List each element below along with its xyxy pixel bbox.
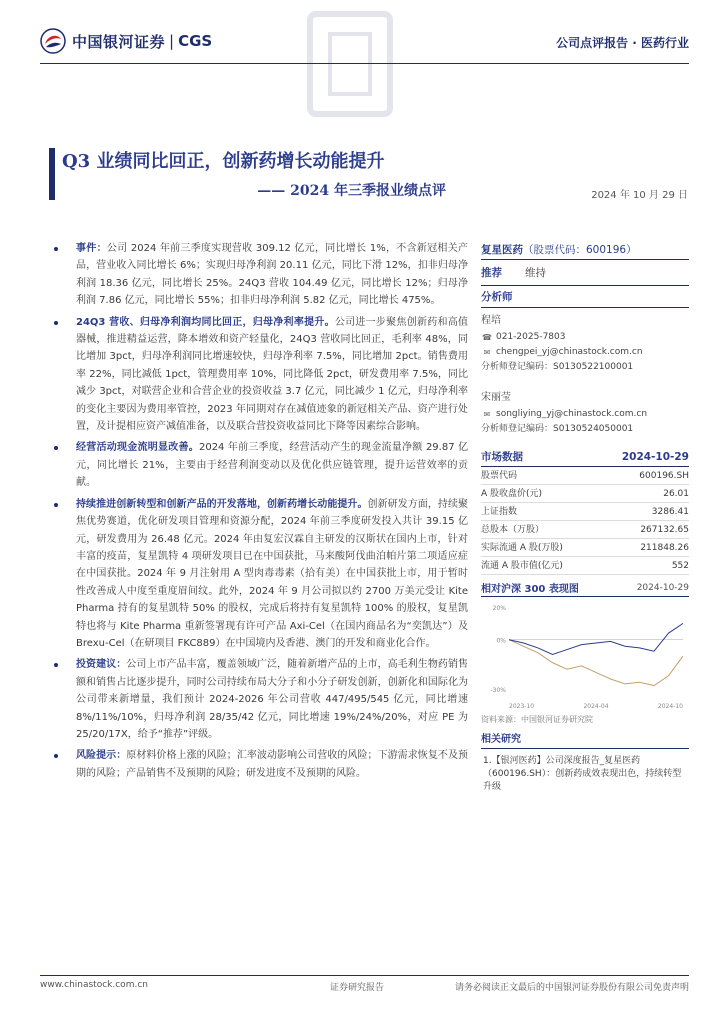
brand-name-cn: 中国银河证券: [72, 32, 166, 51]
analyst-email: songliying_yj@chinastock.com.cn: [496, 409, 648, 419]
paragraph-heading: 持续推进创新转型和创新产品的开发落地，创新药增长动能提升。: [76, 498, 368, 510]
bullet-icon: [54, 247, 58, 251]
market-data-key: 股票代码: [481, 471, 518, 481]
paragraph-heading: 24Q3 营收、归母净利润均同比回正，归母净利率提升。: [76, 316, 335, 328]
chart-title: 相对沪深 300 表现图: [481, 584, 579, 595]
market-data-key: 实际流通 A 股(万股): [481, 543, 563, 553]
chart-x-tick-label: 2024-04: [583, 703, 609, 710]
market-data-key: 流通 A 股市值(亿元): [481, 561, 563, 571]
analyst-email: chengpei_yj@chinastock.com.cn: [496, 347, 643, 357]
chart-y-tick-label: 0%: [496, 637, 506, 645]
analyst-2: [481, 385, 689, 437]
footer-disclaimer: 请务必阅读正文最后的中国银河证券股份有限公司免责声明: [454, 983, 689, 993]
chart-x-tick-label: 2023-10: [509, 703, 535, 710]
logo-icon: [40, 28, 66, 54]
report-type-label: 公司点评报告 · 医药行业: [556, 36, 689, 50]
brand-separator: |: [169, 32, 175, 50]
market-data-value: 600196.SH: [639, 471, 689, 481]
paragraph-q3-results: [50, 314, 468, 436]
market-data-table: [481, 467, 689, 575]
analyst-name: 程培: [481, 315, 501, 326]
market-data-row: [481, 503, 689, 521]
footer-divider: [40, 975, 689, 976]
phone-icon: ☎: [482, 333, 492, 342]
market-data-row: [481, 485, 689, 503]
header-divider: [40, 63, 689, 64]
watermark-graphic: [300, 4, 400, 124]
brand-name-en: CGS: [178, 32, 213, 50]
paragraph-body: 创新研发方面，持续聚焦优势赛道，优化研发项目管理和资源分配，2024 年前三季度研发投入共计 39.15 亿元，研发费用为 26.48 亿元。2024 年由复宏汉霖自主研发的汉斯状在国内上市，针对丰富的疫苗，复星凯特 4 项研发项目已在中国获批，马来酸阿伐曲泊帕片第二项适应症在中国获批。2024 年 9 月注射用 A 型肉毒毒素（拾有美）在中国获批上市，用于暂时性改善成人中度至重度眉间纹。此外，2024 年 9 月公司拟以约 2700 万美元受让 Kite Pharma 持有的复星凯特 50% 的股权，完成后将持有复星凯特 100% 的股权，复星凯特也将与 Kite Pharma 重新签署现有许可产品 Axi-Cel（在国内商品名为“奕凯达”）及 Brexu-Cel（在研项目 FKC889）在中国境内及香港、澳门的开发和商业化合作。: [76, 498, 469, 649]
bullet-icon: [54, 663, 58, 667]
market-data-row: [481, 467, 689, 485]
stock-code: （股票代码：600196）: [523, 244, 637, 256]
spacer: [481, 375, 689, 385]
paragraph-innovation: [50, 496, 468, 653]
analyst-phone-row: [481, 330, 689, 345]
footer-report-label: 证券研究报告: [330, 983, 385, 993]
bullet-icon: [54, 321, 58, 325]
analyst-1: [481, 308, 689, 375]
paragraph-body: 2024 年前三季度，经营活动产生的现金流量净额 29.87 亿元，同比增长 21%，主要由于经营利润变动以及优化供应链管理，提升运营效率的贡献。: [76, 442, 469, 489]
paragraph-investment-advice: [50, 656, 468, 743]
market-data-date: 2024-10-29: [621, 450, 689, 463]
paragraph-body: 公司上市产品丰富，覆盖领域广泛，随着新增产品的上市，高毛利生物药销售额和销售占比逐步提升，同时公司持续布局大分子和小分子研发创新，创新化和国际化为公司带来新增量，我们预计 2024-2026 年公司营收 447/495/545 亿元，同比增速 8%/11%/10%，归母净利润 28/35/42 亿元，同比增速 19%/24%/20%，对应 PE 为 25/20/17X，给予“推荐”评级。: [76, 659, 469, 740]
paragraph-body: 公司 2024 年前三季度实现营收 309.12 亿元，同比增长 1%，不含新冠相关产品，营业收入同比增长 6%；实现归母净利润 20.11 亿元，同比下滑 12%，扣非归母净利润 18.36 亿元，同比增长 25%。24Q3 营收 104.49 亿元，同比增长 12%；归母净利润 7.86 亿元，同比增长 55%；扣非归母净利润 5.82 亿元，同比增长 475%。: [76, 243, 469, 307]
stock-name: 复星医药: [481, 244, 523, 256]
rating-row: [481, 260, 689, 286]
market-data-value: 267132.65: [640, 525, 689, 535]
market-data-row: [481, 557, 689, 575]
analyst-name: 宋丽莹: [481, 392, 511, 403]
company-logo: [40, 28, 212, 54]
chart-y-tick-label: 20%: [492, 605, 506, 612]
bullet-icon: [54, 754, 58, 758]
paragraph-risk: [50, 747, 468, 782]
paragraph-heading: 风险提示：: [76, 750, 127, 762]
stock-header: [481, 240, 689, 260]
footer-website[interactable]: www.chinastock.com.cn: [40, 980, 148, 990]
analyst-phone: 021-2025-7803: [496, 332, 566, 342]
paragraph-cashflow: [50, 439, 468, 491]
paragraph-event: [50, 240, 468, 310]
email-icon: ✉: [483, 410, 491, 419]
market-data-value: 3286.41: [651, 507, 689, 517]
report-date: 2024 年 10 月 29 日: [591, 190, 688, 201]
chart-date: 2024-10-29: [636, 582, 689, 593]
main-text-column: [50, 240, 468, 786]
chart-y-tick-label: -30%: [490, 686, 506, 694]
market-data-value: 552: [671, 561, 689, 571]
market-data-key: 总股本（万股）: [481, 525, 545, 535]
related-research-item[interactable]: 1.【银河医药】公司深度报告_复星医药（600196.SH）：创新药成效表现出色，持续转型升级: [483, 756, 682, 792]
market-data-key: A 股收盘价(元): [481, 489, 543, 499]
market-data-key: 上证指数: [481, 507, 518, 517]
market-data-value: 211848.26: [640, 543, 689, 553]
analyst-cert: 分析师登记编码：S0130524050001: [481, 424, 634, 434]
paragraph-body: 原材料价格上涨的风险；汇率波动影响公司营收的风险；下游需求恢复不及预期的风险；产品销售不及预期的风险；研发进度不及预期的风险。: [76, 750, 469, 779]
analyst-cert: 分析师登记编码：S0130522100001: [481, 362, 634, 372]
paragraph-heading: 事件：: [76, 243, 107, 254]
report-subtitle: —— 2024 年三季报业绩点评: [257, 183, 446, 199]
paragraph-heading: 经营活动现金流明显改善。: [76, 442, 199, 454]
relative-performance-chart: [481, 601, 689, 711]
analyst-heading: 分析师: [481, 286, 689, 308]
report-title: Q3 业绩同比回正，创新药增长动能提升: [62, 151, 385, 172]
chart-source: 资料来源：中国银河证券研究院: [481, 715, 593, 724]
rating-label: 推荐: [481, 267, 502, 279]
rating-value: 维持: [525, 267, 546, 279]
chart-series-line: [509, 623, 683, 654]
market-data-value: 26.01: [663, 489, 689, 499]
bullet-icon: [54, 503, 58, 507]
chart-header: [481, 579, 689, 597]
market-data-row: [481, 521, 689, 539]
related-research-heading: 相关研究: [481, 731, 689, 749]
market-data-row: [481, 539, 689, 557]
analyst-email-row: [481, 407, 689, 422]
bullet-icon: [54, 446, 58, 450]
paragraph-heading: 投资建议：: [76, 659, 127, 671]
email-icon: ✉: [483, 348, 491, 357]
title-accent-bar: [49, 148, 55, 200]
chart-x-tick-label: 2024-10: [657, 703, 683, 710]
analyst-email-row: [481, 345, 689, 360]
sidebar-column: [481, 240, 689, 794]
market-data-heading: 市场数据: [481, 451, 523, 463]
market-data-header: [481, 447, 689, 467]
paragraph-body: 公司进一步聚焦创新药和高值器械，推进精益运营，降本增效和资产轻量化，24Q3 营收同比回正，毛利率 48%，同比增加 3pct，归母净利润同比增速较快，归母净利率 7.5%，同比增加 2pct。销售费用率 22%，同比减低 1pct，管理费用率 10%，同比降低 2pct，研发费用率 7.5%，同比减少 3pct，对联营企业和合营企业的投资收益 3.7 亿元，同比减少 1 亿元，归母净利率的变化主要因为费用率管控，2023 年同期对存在减值迹象的新冠相关产品、资产进行处置，及计提相应资产减值准备，以及联合营投资收益同比下降等因素综合影响。: [76, 316, 469, 433]
